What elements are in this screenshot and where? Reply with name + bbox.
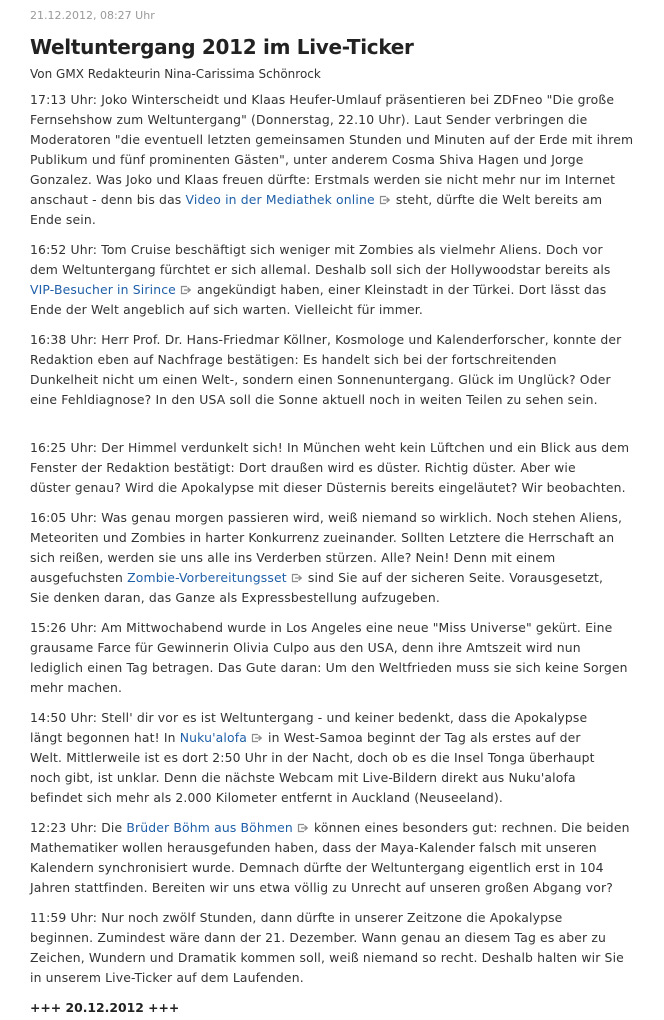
article-title: Weltuntergang 2012 im Live-Ticker [30,35,414,59]
ticker-entry-line [30,878,644,898]
entry-text: beginnen. Zumindest wäre dann der 21. Dezember. Wann genau an diesem Tag es aber zu [30,930,607,945]
ticker-entry [30,508,644,608]
entry-text: grausame Farce für Gewinnerin Olivia Culpo aus den USA, denn ihre Amtszeit wird nun [30,640,581,655]
entry-text: sich reißen, werden sie uns alle ins Verderben stürzen. Alle? Nein! Denn mit einem [30,550,556,565]
ticker-entry-line [30,300,644,320]
entry-text: Fenster der Redaktion bestätigt: Dort draußen wird es düster. Richtig düster. Aber wie [30,460,576,475]
ticker-entry [30,330,644,410]
entry-text: Sie denken daran, das Ganze als Expressbestellung aufzugeben. [30,590,440,605]
ticker-entry-line [30,330,644,350]
date-marker: +++ 20.12.2012 +++ [30,1000,180,1015]
entry-text: 16:25 Uhr: Der Himmel verdunkelt sich! In München weht kein Lüftchen und ein Blick aus dem [30,440,630,455]
ticker-entry-line [30,928,644,948]
ticker-entry [30,90,644,230]
external-link[interactable]: Zombie-Vorbereitungsset [127,570,287,585]
ticker-entry-line [30,968,644,988]
entry-text: können eines besonders gut: rechnen. Die beiden [309,820,630,835]
ticker-entry-line [30,768,644,788]
entry-text: Redaktion eben auf Nachfrage bestätigen: Es handelt sich bei der fortschreitenden [30,352,557,367]
ticker-entry-line [30,528,644,548]
entry-text: düster genau? Wird die Apokalypse mit dieser Düsternis bereits eingeläutet? Wir beobachten. [30,480,626,495]
entry-text: anschaut - denn bis das [30,192,186,207]
ticker-entry-line [30,708,644,728]
ticker-entry-line [30,588,644,608]
external-link-icon[interactable] [297,823,309,833]
entry-text: 17:13 Uhr: Joko Winterscheidt und Klaas Heufer-Umlauf präsentieren bei ZDFneo "Die große [30,92,615,107]
ticker-entry-line [30,748,644,768]
entry-text: Zeichen, Wundern und Dramatik kommen soll, weiß niemand so recht. Deshalb halten wir Sie [30,950,624,965]
entry-text: Kalendern synchronisiert wurde. Demnach dürfte der Weltuntergang eigentlich erst in 104 [30,860,604,875]
ticker-entry-line [30,858,644,878]
ticker-entry-line [30,618,644,638]
ticker-entry-line [30,370,644,390]
ticker-entry-line [30,90,644,110]
entry-text: dem Weltuntergang fürchtet er sich allemal. Deshalb soll sich der Hollywoodstar bereits als [30,262,611,277]
external-link[interactable]: Nuku'alofa [179,730,247,745]
ticker-entry-line [30,948,644,968]
entry-text: Fernsehshow zum Weltuntergang" (Donnerstag, 22.10 Uhr). Laut Sender verbringen die [30,112,588,127]
entry-text: 14:50 Uhr: Stell' dir vor es ist Weltuntergang - und keiner bedenkt, dass die Apokalypse [30,710,588,725]
entry-text: 16:52 Uhr: Tom Cruise beschäftigt sich weniger mit Zombies als vielmehr Aliens. Doch vor [30,242,603,257]
ticker-entry [30,908,644,988]
ticker-entry-line [30,908,644,928]
ticker-entry-line [30,568,644,588]
external-link[interactable]: Video in der Mediathek online [185,192,375,207]
entry-text: Jahren stattfinden. Bereiten wir uns etwa völlig zu Unrecht auf unseren großen Abgang vor? [30,880,613,895]
ticker-entry-line [30,150,644,170]
entry-text: Ende sein. [30,212,96,227]
publish-timestamp: 21.12.2012, 08:27 Uhr [30,9,155,22]
ticker-entry-line [30,280,644,300]
ticker-entry-line [30,508,644,528]
ticker-entry [30,818,644,898]
ticker-entry [30,240,644,320]
ticker-entry-line [30,838,644,858]
entry-text: 11:59 Uhr: Nur noch zwölf Stunden, dann dürfte in unserer Zeitzone die Apokalypse [30,910,563,925]
entry-text: 16:05 Uhr: Was genau morgen passieren wird, weiß niemand so wirklich. Noch stehen Aliens, [30,510,623,525]
entry-text: Meteoriten und Zombies in harter Konkurrenz zueinander. Sollten Letztere die Herrschaft an [30,530,615,545]
ticker-entry-line [30,110,644,130]
entry-text: angekündigt haben, einer Kleinstadt in der Türkei. Dort lässt das [192,282,607,297]
ticker-entry-line [30,548,644,568]
ticker-entry [30,618,644,698]
entry-text: befindet sich mehr als 2.000 Kilometer entfernt in Auckland (Neuseeland). [30,790,503,805]
entry-text: Mathematiker wollen herausgefunden haben, dass der Maya-Kalender falsch mit unseren [30,840,597,855]
ticker-entry-line [30,390,644,410]
ticker-entry-line [30,260,644,280]
entry-text: Gonzalez. Was Joko und Klaas freuen dürfte: Erstmals werden sie nicht mehr nur im Internet [30,172,616,187]
entry-text: mehr machen. [30,680,123,695]
external-link-icon[interactable] [291,573,303,583]
entry-text: Publikum und fünf prominenten Gästen", unter anderem Cosma Shiva Hagen und Jorge [30,152,584,167]
ticker-entry-line [30,658,644,678]
entry-text: 16:38 Uhr: Herr Prof. Dr. Hans-Friedmar Köllner, Kosmologe und Kalenderforscher, konnte der [30,332,622,347]
ticker-entry [30,438,644,498]
ticker-entry [30,708,644,808]
entry-text: 15:26 Uhr: Am Mittwochabend wurde in Los Angeles eine neue "Miss Universe" gekürt. Eine [30,620,613,635]
external-link-icon[interactable] [180,285,192,295]
ticker-entry-line [30,788,644,808]
article-byline: Von GMX Redakteurin Nina-Carissima Schönrock [30,67,321,81]
ticker-entry-line [30,638,644,658]
ticker-entry-line [30,190,644,210]
ticker-entry-line [30,350,644,370]
entry-text: sind Sie auf der sicheren Seite. Vorausgesetzt, [303,570,604,585]
ticker-entry-line [30,478,644,498]
entry-text: Moderatoren "die eventuell letzten gemeinsamen Stunden und Minuten auf der Erde mit ihrem [30,132,634,147]
entry-text: noch gibt, ist unklar. Denn die nächste Webcam mit Live-Bildern direkt aus Nuku'alofa [30,770,576,785]
entry-text: in West-Samoa beginnt der Tag als erstes auf der [263,730,581,745]
ticker-entry-line [30,458,644,478]
ticker-entry-line [30,210,644,230]
entry-text: ausgefuchsten [30,570,128,585]
entry-text: in unserem Live-Ticker auf dem Laufenden. [30,970,304,985]
entry-text: 12:23 Uhr: Die [30,820,127,835]
ticker-entry-line [30,678,644,698]
ticker-entry-line [30,240,644,260]
entry-text: eine Fehldiagnose? In den USA soll die Sonne aktuell noch in weiten Teilen zu sehen sein. [30,392,598,407]
entry-text: Ende der Welt angeblich auf sich warten. Vielleicht für immer. [30,302,423,317]
entry-text: längt begonnen hat! In [30,730,180,745]
ticker-entry-line [30,170,644,190]
ticker-entry-line [30,438,644,458]
external-link[interactable]: VIP-Besucher in Sirince [30,282,176,297]
ticker-entry-line [30,728,644,748]
entry-text: lediglich einen Tag betragen. Das Gute daran: Um den Weltfrieden muss sie sich keine Sorgen [30,660,628,675]
entry-text: Welt. Mittlerweile ist es dort 2:50 Uhr in der Nacht, doch ob es die Insel Tonga überhaupt [30,750,595,765]
entry-text: Dunkelheit nicht um einen Welt-, sondern einen Sonnenuntergang. Glück im Unglück? Oder [30,372,611,387]
entry-text: steht, dürfte die Welt bereits am [391,192,603,207]
external-link-icon[interactable] [251,733,263,743]
ticker-entry-line [30,130,644,150]
external-link-icon[interactable] [379,195,391,205]
ticker-entry-line [30,818,644,838]
external-link[interactable]: Brüder Böhm aus Böhmen [126,820,293,835]
